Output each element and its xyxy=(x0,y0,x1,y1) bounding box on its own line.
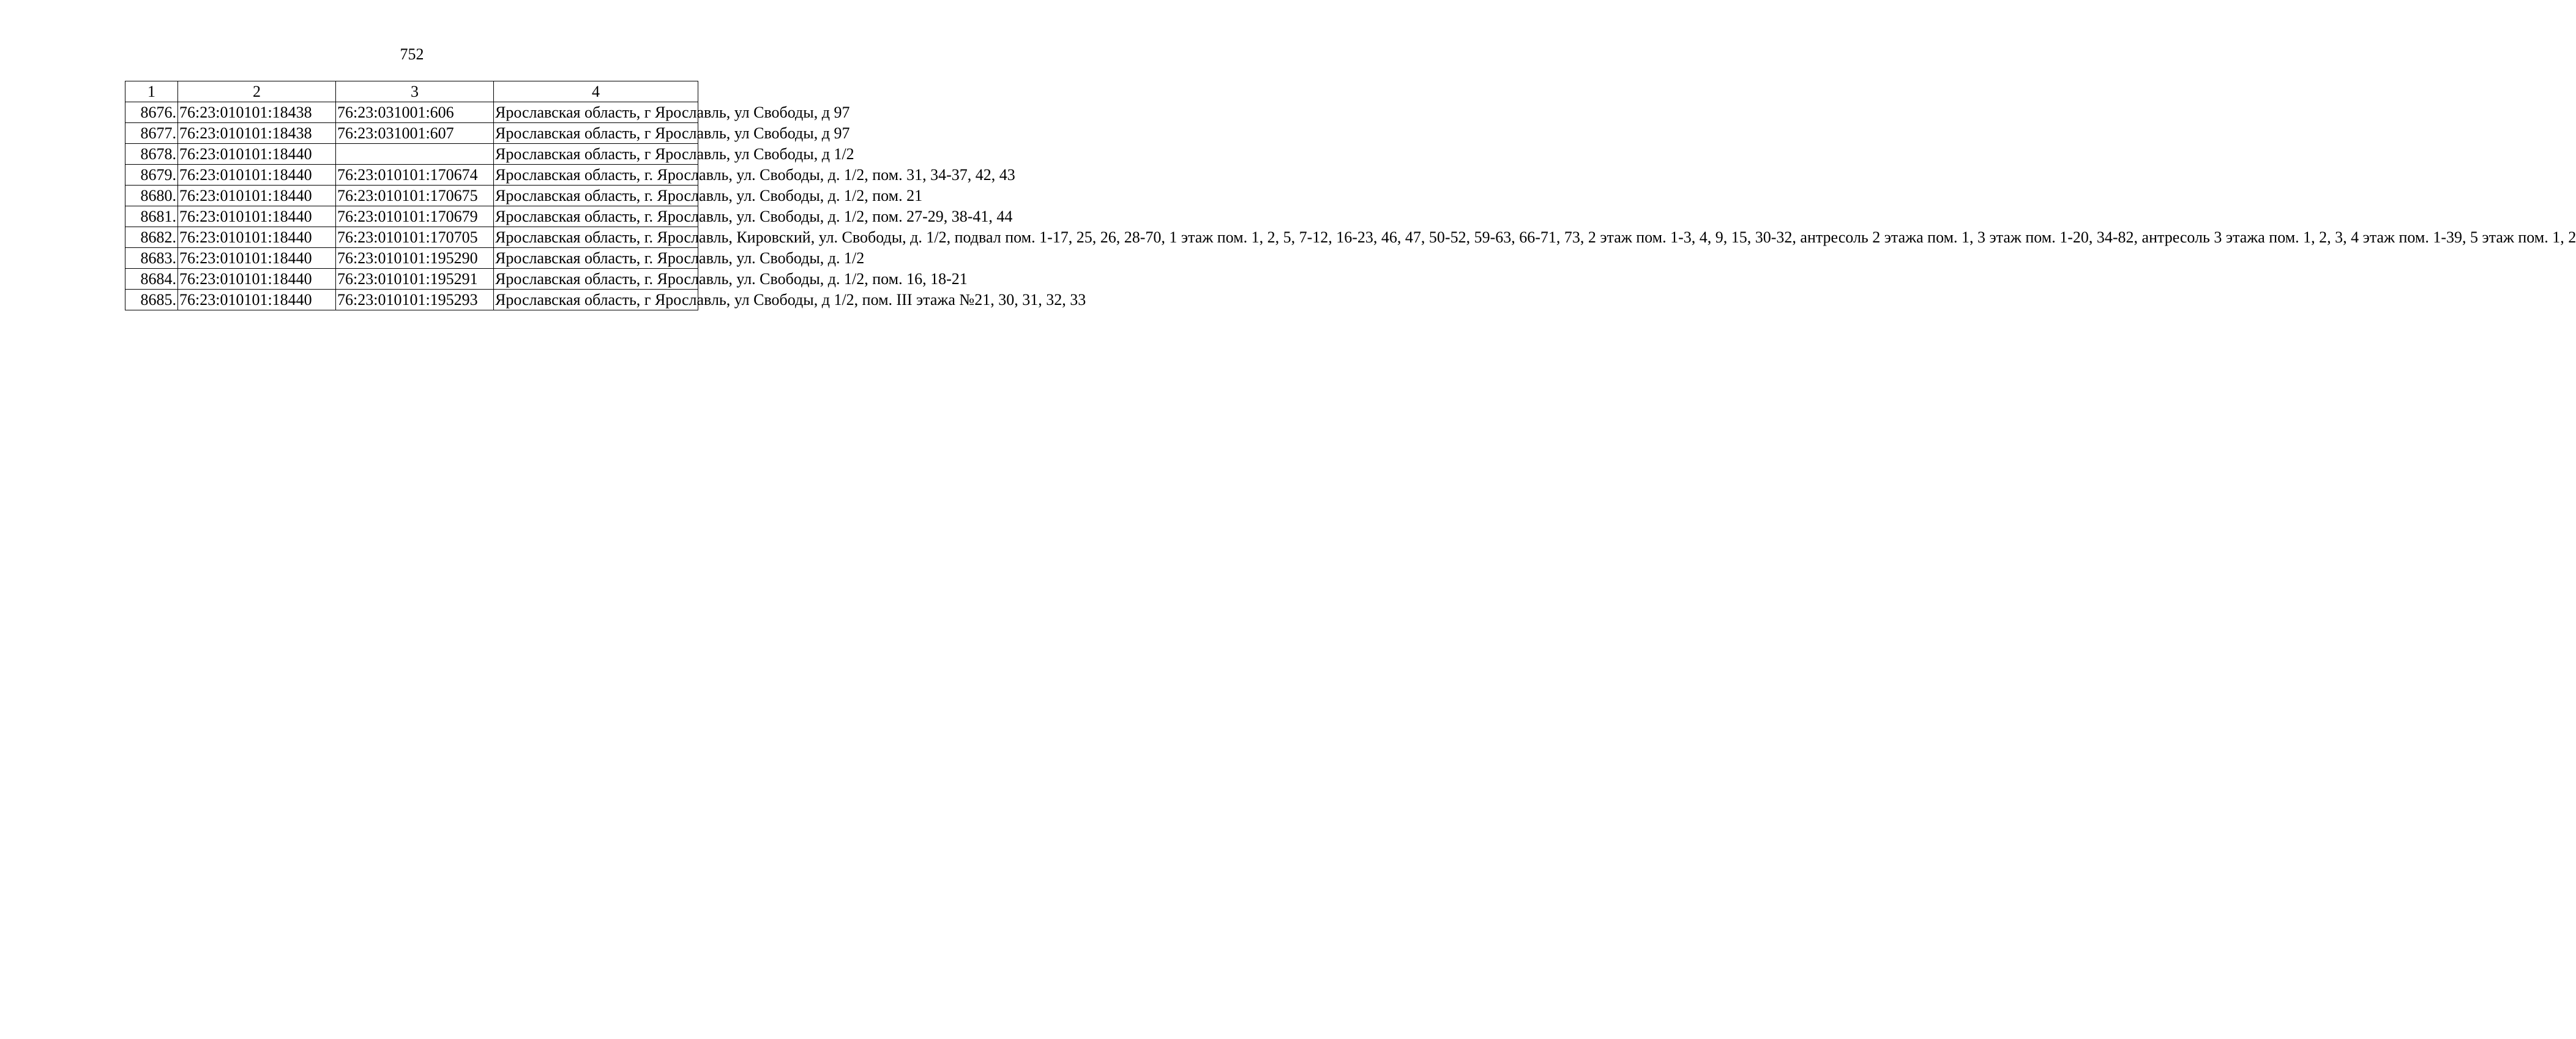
table-row xyxy=(125,248,698,269)
table-row xyxy=(125,102,698,123)
row-number: 8677. xyxy=(125,123,178,144)
registry-table xyxy=(125,81,2576,310)
parcel-cadastral-number: 76:23:010101:18440 xyxy=(178,269,336,290)
row-number: 8685. xyxy=(125,290,178,310)
object-cadastral-number: 76:23:010101:170705 xyxy=(336,227,494,248)
object-cadastral-number: 76:23:010101:170675 xyxy=(336,186,494,206)
table-row xyxy=(125,186,698,206)
address-cell: Ярославская область, г. Ярославль, ул. Свободы, д. 1/2 xyxy=(494,248,698,269)
table-row xyxy=(125,206,698,227)
row-number: 8678. xyxy=(125,144,178,165)
table-row xyxy=(125,290,698,310)
parcel-cadastral-number: 76:23:010101:18440 xyxy=(178,248,336,269)
parcel-cadastral-number: 76:23:010101:18440 xyxy=(178,290,336,310)
page-number: 752 xyxy=(400,45,424,63)
parcel-cadastral-number: 76:23:010101:18440 xyxy=(178,144,336,165)
object-cadastral-number: 76:23:010101:170674 xyxy=(336,165,494,186)
table-header-row xyxy=(125,81,698,102)
table-row xyxy=(125,123,698,144)
object-cadastral-number xyxy=(336,144,494,165)
object-cadastral-number: 76:23:010101:170679 xyxy=(336,206,494,227)
object-cadastral-number: 76:23:010101:195290 xyxy=(336,248,494,269)
parcel-cadastral-number: 76:23:010101:18440 xyxy=(178,227,336,248)
address-cell: Ярославская область, г Ярославль, ул Свободы, д 97 xyxy=(494,102,698,123)
row-number: 8683. xyxy=(125,248,178,269)
row-number: 8679. xyxy=(125,165,178,186)
parcel-cadastral-number: 76:23:010101:18438 xyxy=(178,102,336,123)
table-row xyxy=(125,227,698,248)
row-number: 8676. xyxy=(125,102,178,123)
table-row xyxy=(125,269,698,290)
row-number: 8684. xyxy=(125,269,178,290)
address-cell: Ярославская область, г. Ярославль, ул. Свободы, д. 1/2, пом. 27-29, 38-41, 44 xyxy=(494,206,698,227)
parcel-cadastral-number: 76:23:010101:18440 xyxy=(178,165,336,186)
parcel-cadastral-number: 76:23:010101:18440 xyxy=(178,186,336,206)
header-col-3: 3 xyxy=(336,81,494,102)
address-cell: Ярославская область, г Ярославль, ул Свободы, д 1/2, пом. III этажа №21, 30, 31, 32, 33 xyxy=(494,290,698,310)
address-cell: Ярославская область, г. Ярославль, ул. Свободы, д. 1/2, пом. 21 xyxy=(494,186,698,206)
row-number: 8681. xyxy=(125,206,178,227)
address-cell: Ярославская область, г. Ярославль, Кировский, ул. Свободы, д. 1/2, подвал пом. 1-17, 25, 26, 28-70, 1 этаж пом. 1, 2, 5, 7-12, 16-23, 46, 47, 50-52, 59-63, 66-71, 73, 2 этаж пом. 1-3, 4, 9, 15, 30-32, антресоль 2 этажа пом. 1, 3 этаж пом. 1-20, 34-82, антресоль 3 этажа пом. 1, 2, 3, 4 этаж пом. 1-39, 5 этаж пом. 1, 2 xyxy=(494,227,698,248)
header-col-1: 1 xyxy=(125,81,178,102)
table-row xyxy=(125,165,698,186)
header-col-4: 4 xyxy=(494,81,698,102)
object-cadastral-number: 76:23:031001:606 xyxy=(336,102,494,123)
address-cell: Ярославская область, г. Ярославль, ул. Свободы, д. 1/2, пом. 31, 34-37, 42, 43 xyxy=(494,165,698,186)
parcel-cadastral-number: 76:23:010101:18440 xyxy=(178,206,336,227)
address-cell: Ярославская область, г. Ярославль, ул. Свободы, д. 1/2, пом. 16, 18-21 xyxy=(494,269,698,290)
row-number: 8680. xyxy=(125,186,178,206)
object-cadastral-number: 76:23:010101:195291 xyxy=(336,269,494,290)
address-cell: Ярославская область, г Ярославль, ул Свободы, д 97 xyxy=(494,123,698,144)
header-col-2: 2 xyxy=(178,81,336,102)
address-cell: Ярославская область, г Ярославль, ул Свободы, д 1/2 xyxy=(494,144,698,165)
object-cadastral-number: 76:23:031001:607 xyxy=(336,123,494,144)
row-number: 8682. xyxy=(125,227,178,248)
parcel-cadastral-number: 76:23:010101:18438 xyxy=(178,123,336,144)
table-row xyxy=(125,144,698,165)
object-cadastral-number: 76:23:010101:195293 xyxy=(336,290,494,310)
